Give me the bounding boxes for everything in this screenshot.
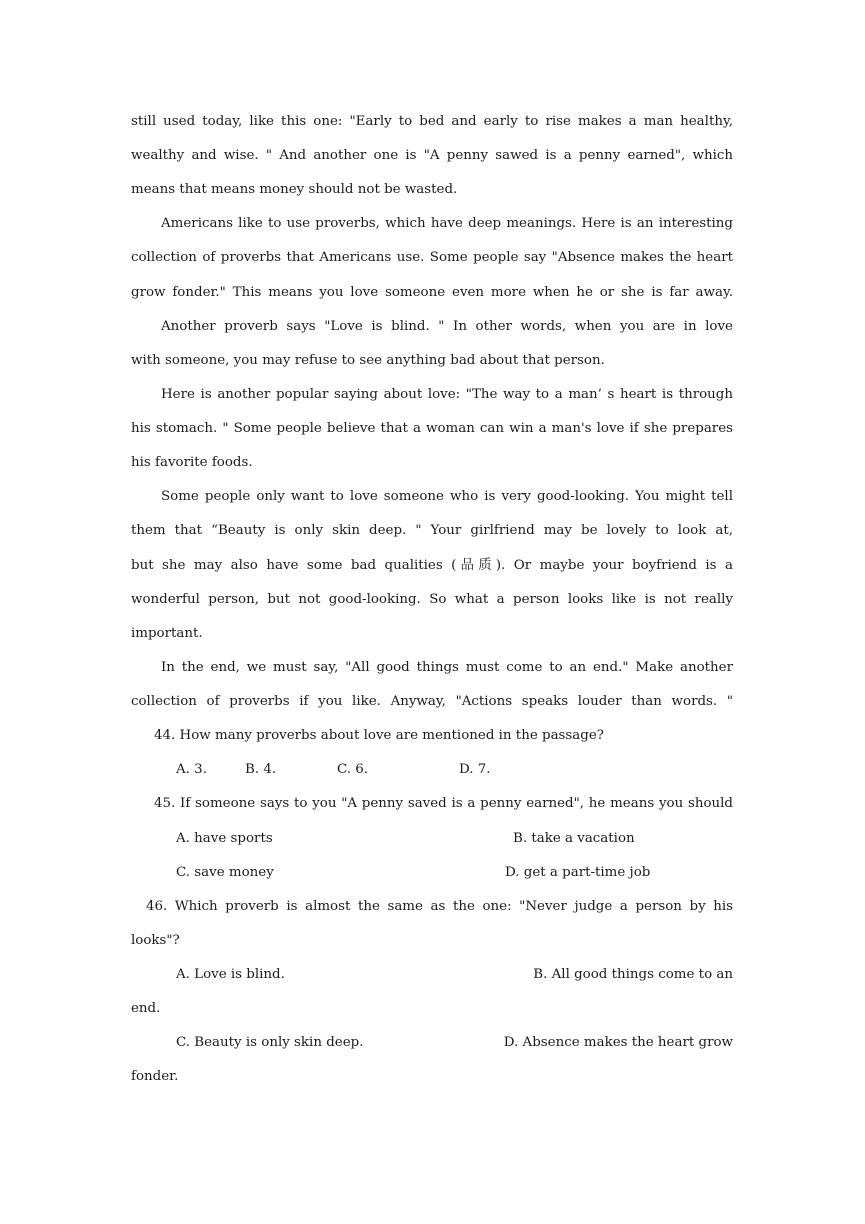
passage-line: In the end, we must say, "All good things must come to an end." Make another: [161, 660, 733, 675]
passage-line: wonderful person, but not good-looking. So what a person looks like is not really: [131, 592, 733, 607]
passage-line: grow fonder." This means you love someone even more when he or she is far away.: [131, 285, 733, 300]
q46-option-d[interactable]: D. Absence makes the heart grow: [503, 1035, 733, 1050]
q46-option-d-cont: fonder.: [131, 1069, 179, 1084]
question-44-stem: 44. How many proverbs about love are mentioned in the passage?: [154, 728, 604, 743]
question-46-stem-cont: looks"?: [131, 933, 180, 948]
passage-line: collection of proverbs that Americans use. Some people say "Absence makes the heart: [131, 250, 733, 265]
passage-line: wealthy and wise. " And another one is "A penny sawed is a penny earned", which: [131, 148, 733, 163]
passage-line: means that means money should not be wasted.: [131, 182, 458, 197]
passage-line: Americans like to use proverbs, which have deep meanings. Here is an interesting: [161, 216, 733, 231]
passage-line: still used today, like this one: "Early to bed and early to rise makes a man healthy,: [131, 114, 733, 129]
q44-option-d[interactable]: D. 7.: [459, 762, 491, 777]
q45-option-c[interactable]: C. save money: [176, 865, 274, 880]
q46-option-c[interactable]: C. Beauty is only skin deep.: [176, 1035, 364, 1050]
question-46-stem: 46. Which proverb is almost the same as the one: "Never judge a person by his: [146, 899, 733, 914]
passage-line: collection of proverbs if you like. Anyway, "Actions speaks louder than words. ": [131, 694, 733, 709]
q44-option-b[interactable]: B. 4.: [245, 762, 277, 777]
passage-line: with someone, you may refuse to see anything bad about that person.: [131, 353, 605, 368]
passage-line: his favorite foods.: [131, 455, 253, 470]
passage-line: but she may also have some bad qualities (品质). Or maybe your boyfriend is a: [131, 558, 733, 573]
q46-option-b[interactable]: B. All good things come to an: [533, 967, 733, 982]
q44-option-c[interactable]: C. 6.: [337, 762, 369, 777]
question-45-stem: 45. If someone says to you "A penny saved is a penny earned", he means you should: [154, 796, 733, 811]
passage-line: Some people only want to love someone who is very good-looking. You might tell: [161, 489, 733, 504]
q45-option-d[interactable]: D. get a part-time job: [505, 865, 651, 880]
q46-option-b-cont: end.: [131, 1001, 161, 1016]
passage-line: his stomach. " Some people believe that a woman can win a man's love if she prepares: [131, 421, 733, 436]
passage-line: important.: [131, 626, 203, 641]
passage-line: them that “Beauty is only skin deep. " Your girlfriend may be lovely to look at,: [131, 523, 733, 538]
q45-option-b[interactable]: B. take a vacation: [513, 831, 635, 846]
q44-option-a[interactable]: A. 3.: [176, 762, 207, 777]
q45-option-a[interactable]: A. have sports: [176, 831, 273, 846]
q46-option-a[interactable]: A. Love is blind.: [176, 967, 285, 982]
passage-line: Here is another popular saying about love: "The way to a man’ s heart is through: [161, 387, 733, 402]
passage-line: Another proverb says "Love is blind. " In other words, when you are in love: [161, 319, 733, 334]
